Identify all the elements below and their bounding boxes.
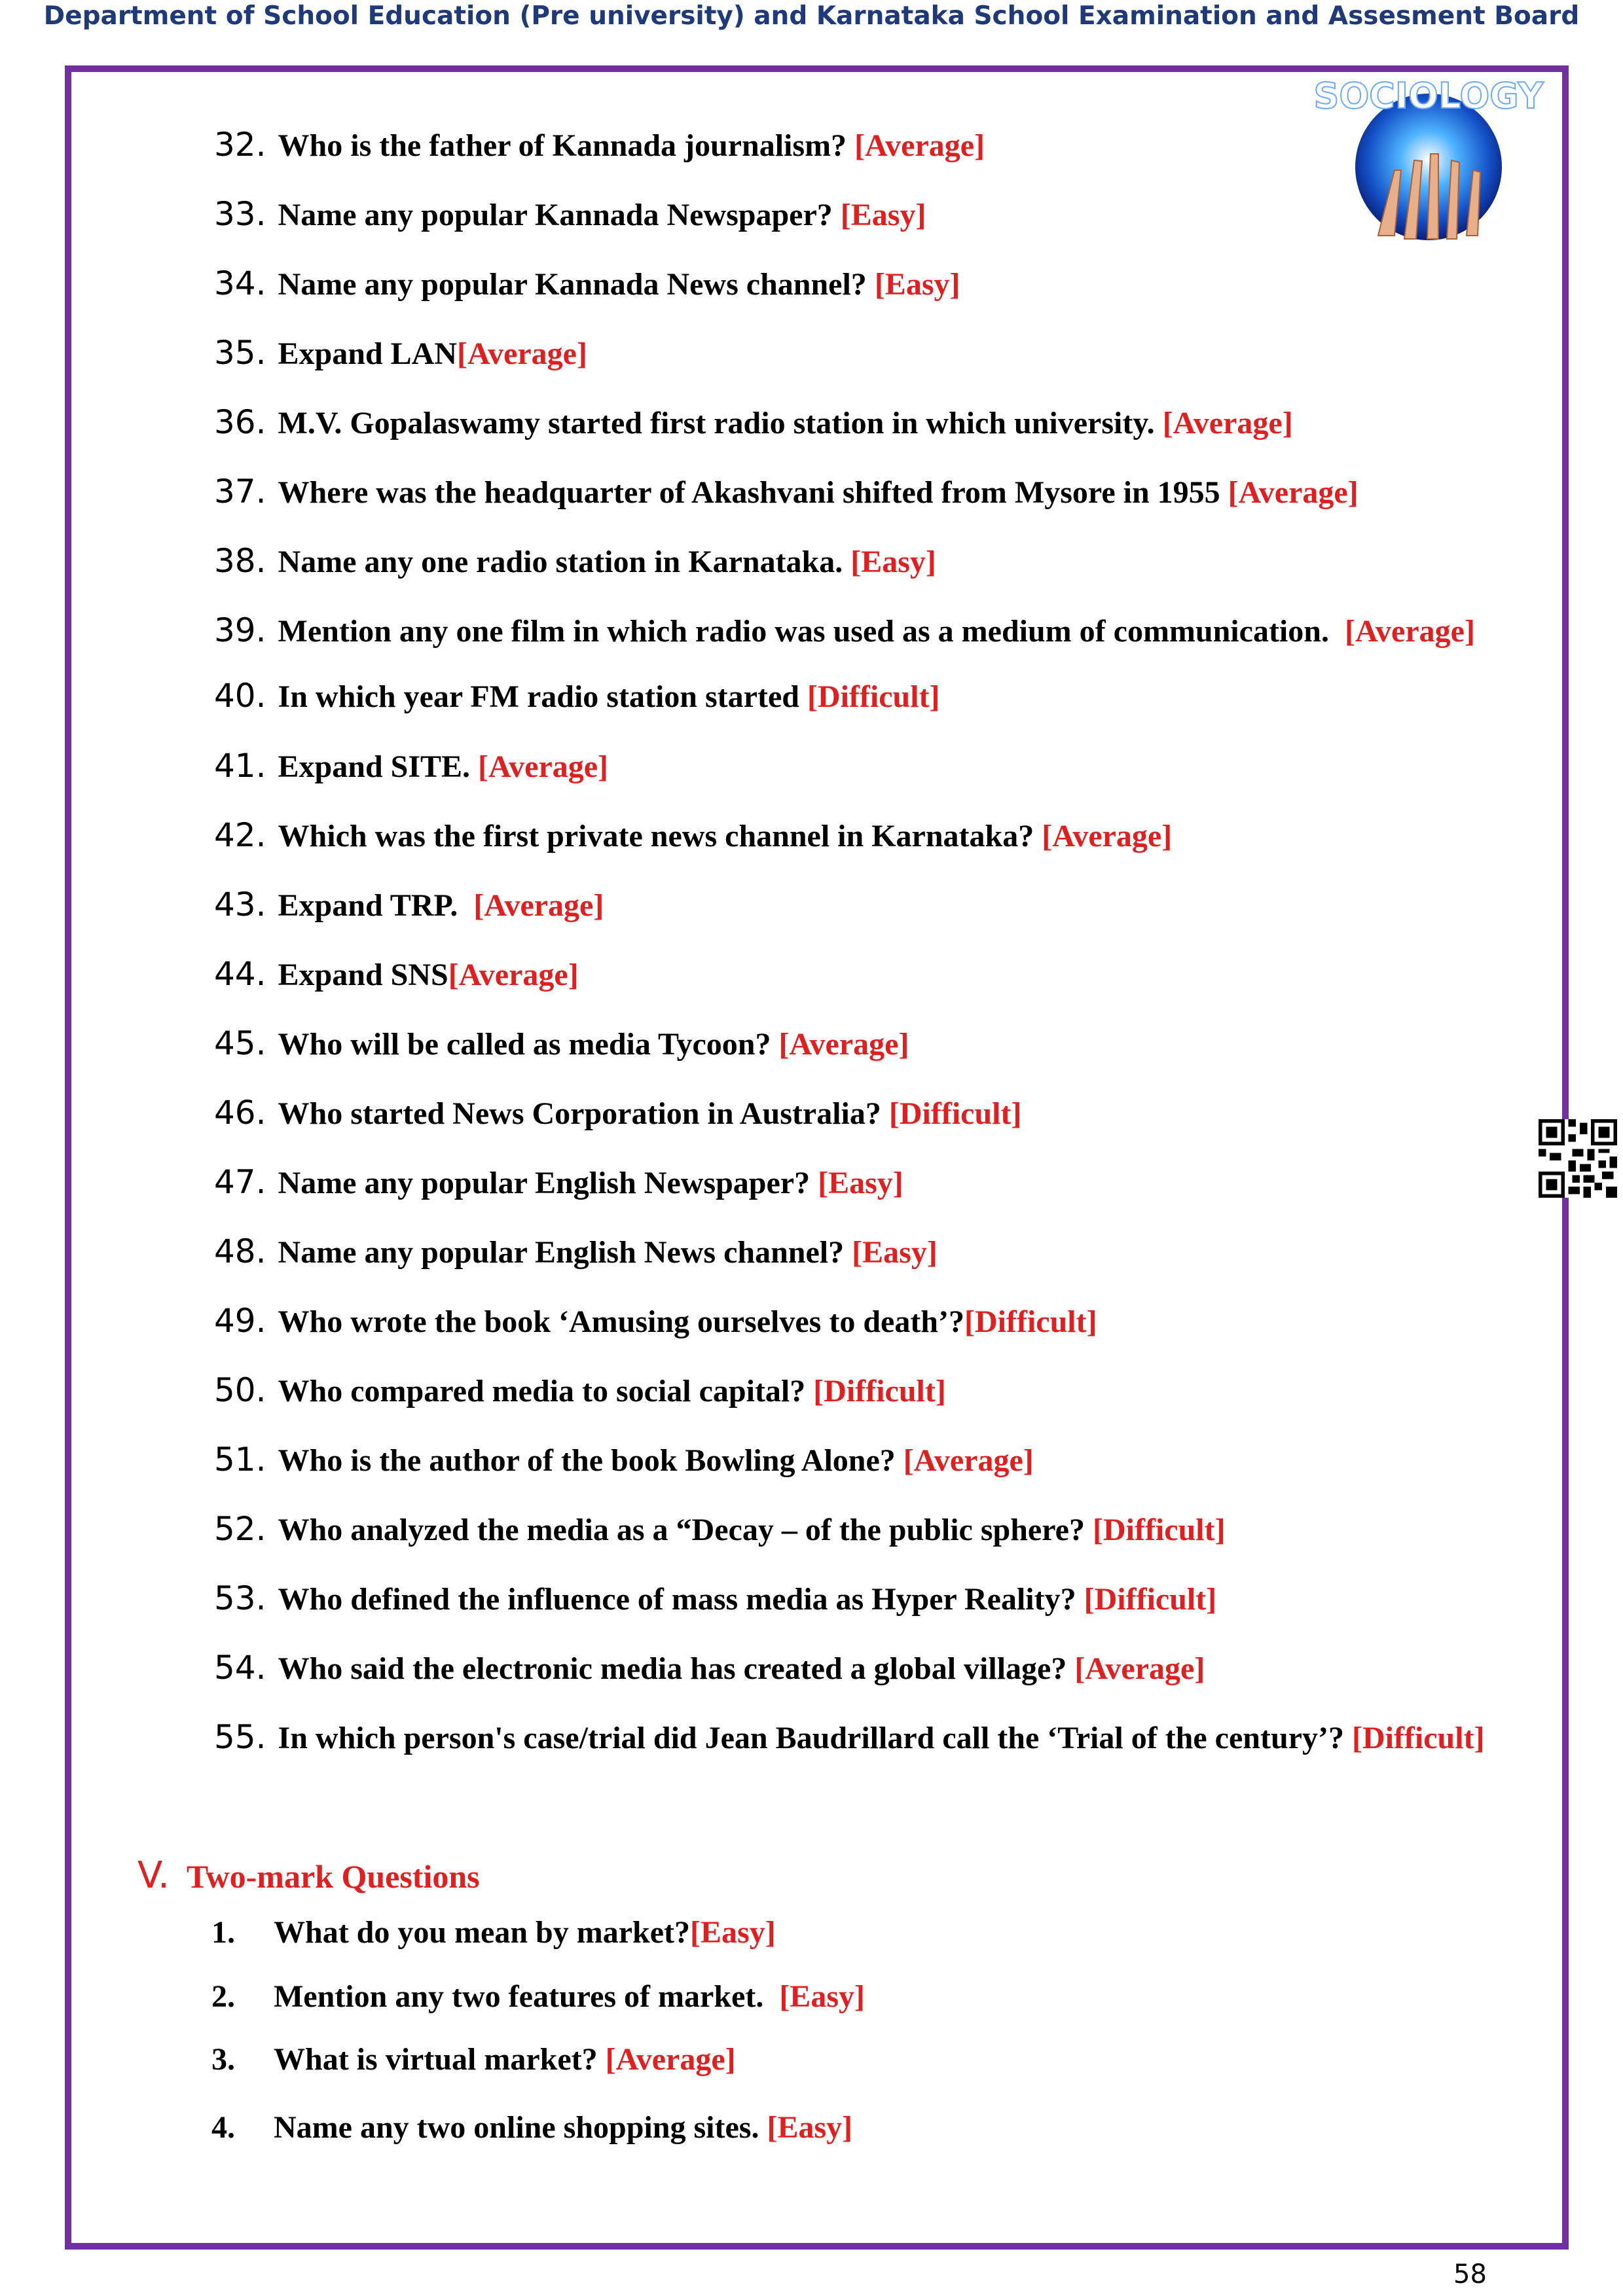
question-text: Expand SNS (278, 958, 448, 992)
question-text: Name any popular English Newspaper? (278, 1166, 818, 1200)
question-item (214, 403, 1293, 441)
section-numeral: V. (137, 1854, 170, 1897)
two-mark-text: Name any two online shopping sites. (274, 2110, 767, 2145)
question-item (214, 1232, 938, 1270)
two-mark-number: 1. (211, 1915, 235, 1950)
question-number: 48. (214, 1232, 266, 1270)
question-number: 50. (214, 1371, 266, 1409)
question-number: 43. (214, 886, 266, 924)
difficulty-level: [Easy] (850, 545, 936, 579)
difficulty-level: [Difficult] (888, 1096, 1022, 1131)
question-item (214, 611, 1475, 649)
question-text: Mention any one film in which radio was used as a medium of communication. (278, 614, 1345, 649)
two-mark-number: 2. (211, 1979, 235, 2014)
question-number: 42. (214, 816, 266, 854)
difficulty-level: [Average] (605, 2042, 736, 2077)
question-text: M.V. Gopalaswamy started first radio station in which university. (278, 406, 1163, 440)
question-number: 37. (214, 473, 266, 511)
question-number: 32. (214, 126, 266, 164)
two-mark-text: What do you mean by market? (274, 1915, 691, 1950)
difficulty-level: [Easy] (690, 1915, 776, 1950)
question-number: 45. (214, 1024, 266, 1062)
difficulty-level: [Easy] (818, 1166, 903, 1200)
two-mark-text: Mention any two features of market. (274, 1979, 780, 2014)
difficulty-level: [Average] (1162, 406, 1293, 440)
question-number: 51. (214, 1441, 266, 1479)
question-number: 36. (214, 403, 266, 441)
logo-text: SOCIOLOGY (1313, 75, 1544, 117)
difficulty-level: [Average] (448, 958, 579, 992)
question-number: 54. (214, 1649, 266, 1687)
question-item (214, 1024, 909, 1062)
question-item (214, 475, 1359, 509)
question-text: Who analyzed the media as a “Decay – of the public sphere? (278, 1513, 1093, 1547)
two-mark-item (211, 2112, 852, 2144)
question-text: Expand LAN (278, 336, 457, 371)
question-text: Who said the electronic media has created a global village? (278, 1651, 1075, 1686)
question-item (214, 1718, 1485, 1756)
question-text: Who defined the influence of mass media as Hyper Reality? (278, 1582, 1084, 1617)
question-text: In which person's case/trial did Jean Baudrillard call the ‘Trial of the century’? (278, 1721, 1352, 1755)
question-text: Who started News Corporation in Australia? (278, 1096, 889, 1131)
question-item (214, 955, 579, 993)
difficulty-level: [Difficult] (1084, 1582, 1217, 1617)
question-text: Name any popular English News channel? (278, 1235, 852, 1270)
question-text: Which was the first private news channel in Karnataka? (278, 819, 1042, 853)
difficulty-level: [Difficult] (807, 679, 940, 714)
difficulty-level: [Average] (778, 1027, 909, 1062)
difficulty-level: [Difficult] (964, 1304, 1097, 1339)
question-item (214, 1510, 1226, 1548)
question-item (214, 1443, 1034, 1477)
question-number: 44. (214, 955, 266, 993)
question-item (214, 195, 926, 233)
question-item (214, 1304, 1097, 1338)
question-item (214, 888, 604, 922)
question-item (214, 679, 940, 713)
question-text: Where was the headquarter of Akashvani shifted from Mysore in 1955 (278, 475, 1228, 510)
question-text: Expand TRP. (278, 888, 474, 923)
question-item (214, 336, 587, 370)
question-text: Who is the author of the book Bowling Alone? (278, 1443, 903, 1478)
question-item (214, 1163, 903, 1201)
difficulty-level: [Average] (1074, 1651, 1205, 1686)
question-number: 35. (214, 334, 266, 372)
qr-code-icon (1539, 1119, 1617, 1198)
difficulty-level: [Easy] (767, 2110, 853, 2145)
difficulty-level: [Average] (456, 336, 587, 371)
question-text: Name any one radio station in Karnataka. (278, 545, 851, 579)
difficulty-level: [Difficult] (1351, 1721, 1485, 1755)
question-number: 38. (214, 542, 266, 580)
two-mark-item (211, 2044, 736, 2075)
question-number: 52. (214, 1510, 266, 1548)
section-heading (137, 1854, 480, 1897)
page-number: 58 (1453, 2259, 1487, 2289)
two-mark-number: 3. (211, 2042, 235, 2077)
question-number: 34. (214, 264, 266, 302)
difficulty-level: [Average] (1344, 614, 1475, 649)
question-number: 49. (214, 1302, 266, 1340)
question-item (214, 264, 960, 302)
two-mark-text: What is virtual market? (274, 2042, 606, 2077)
question-text: Who will be called as media Tycoon? (278, 1027, 779, 1062)
question-item (214, 1651, 1205, 1685)
difficulty-level: [Easy] (779, 1979, 865, 2014)
question-item (214, 542, 936, 580)
question-number: 53. (214, 1579, 266, 1617)
question-item (214, 1579, 1217, 1617)
question-item (214, 749, 608, 783)
difficulty-level: [Difficult] (1092, 1513, 1226, 1547)
page-header: Department of School Education (Pre university) and Karnataka School Examination and Assesment Board (43, 1, 1580, 31)
question-text: Who is the father of Kannada journalism? (278, 128, 855, 163)
question-text: Expand SITE. (278, 749, 479, 784)
question-text: Name any popular Kannada News channel? (278, 267, 875, 302)
question-number: 47. (214, 1163, 266, 1201)
difficulty-level: [Easy] (874, 267, 960, 302)
difficulty-level: [Average] (1228, 475, 1359, 510)
two-mark-item (211, 1917, 776, 1948)
question-item (214, 816, 1173, 854)
question-number: 55. (214, 1718, 266, 1756)
question-number: 39. (214, 611, 266, 649)
section-title: Two-mark Questions (186, 1858, 480, 1895)
question-number: 33. (214, 195, 266, 233)
question-number: 46. (214, 1094, 266, 1132)
question-item (214, 1096, 1021, 1130)
difficulty-level: [Average] (854, 128, 985, 163)
question-number: 41. (214, 747, 266, 785)
two-mark-number: 4. (211, 2110, 235, 2145)
difficulty-level: [Average] (1042, 819, 1173, 853)
question-text: Name any popular Kannada Newspaper? (278, 198, 841, 232)
question-text: In which year FM radio station started (278, 679, 807, 714)
difficulty-level: [Average] (478, 749, 609, 784)
two-mark-item (211, 1981, 865, 2013)
difficulty-level: [Easy] (840, 198, 926, 232)
difficulty-level: [Easy] (852, 1235, 938, 1270)
difficulty-level: [Average] (903, 1443, 1034, 1478)
question-text: Who wrote the book ‘Amusing ourselves to death’? (278, 1304, 964, 1339)
difficulty-level: [Average] (473, 888, 604, 923)
question-text: Who compared media to social capital? (278, 1374, 814, 1408)
difficulty-level: [Difficult] (813, 1374, 946, 1408)
question-number: 40. (214, 677, 266, 715)
sociology-logo (1313, 72, 1544, 242)
question-item (214, 128, 985, 162)
question-item (214, 1371, 946, 1409)
